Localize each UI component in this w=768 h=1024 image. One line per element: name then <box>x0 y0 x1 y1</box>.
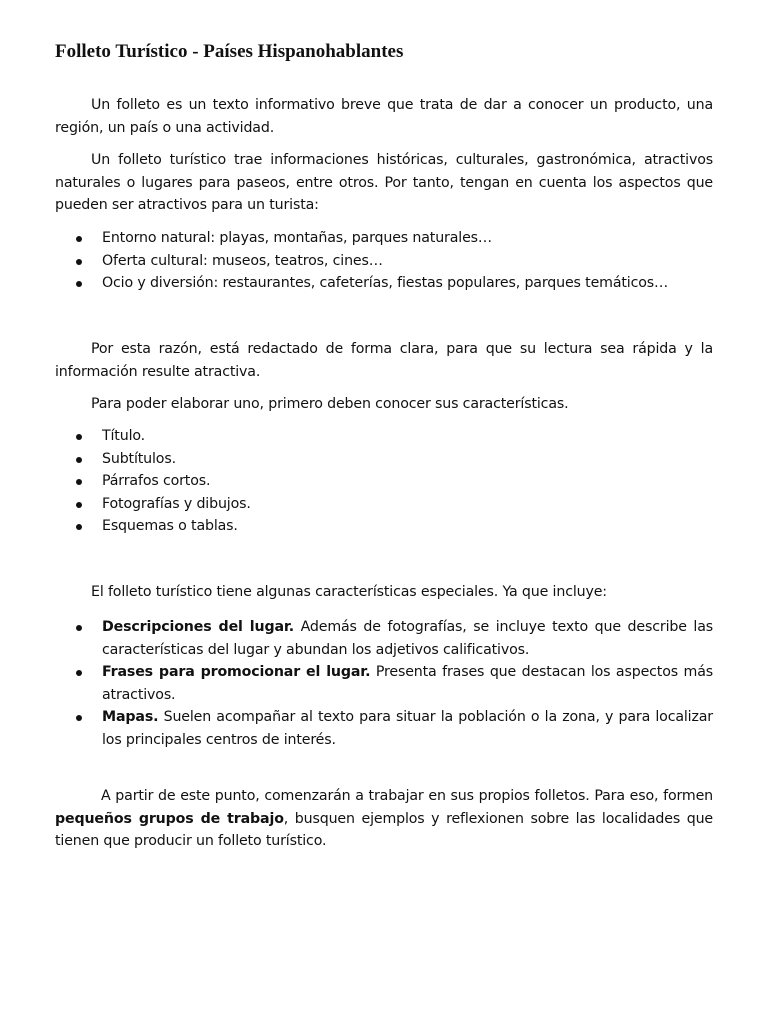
bullet-icon <box>76 259 82 265</box>
bullet-icon <box>76 236 82 242</box>
document-title: Folleto Turístico - Países Hispanohablantes <box>55 41 404 62</box>
list-item-term: Mapas. <box>102 709 159 725</box>
list-item-text: Oferta cultural: museos, teatros, cines… <box>102 252 383 269</box>
list-item-term: Descripciones del lugar. <box>102 619 294 635</box>
bullet-icon <box>76 457 82 463</box>
list-item-text: Ocio y diversión: restaurantes, cafeterías, fiestas populares, parques temáticos… <box>102 275 669 291</box>
list-item-text: Además de fotografías, se incluye texto que describe las características del lugar y abundan los adjetivos calificativos. <box>102 619 713 658</box>
special-intro: El folleto turístico tiene algunas características especiales. Ya que incluye: <box>91 584 607 600</box>
list-item-text: Párrafos cortos. <box>102 473 211 489</box>
bullet-icon <box>76 434 82 440</box>
closing-text-start: A partir de este punto, comenzarán a trabajar en sus propios folletos. Para eso, formen <box>101 788 713 804</box>
closing-text-end: , busquen ejemplos y reflexionen sobre las localidades que tienen que producir un folleto turístico. <box>55 810 714 849</box>
info-paragraph: Un folleto turístico trae informaciones históricas, culturales, gastronómica, atractivos naturales o lugares para paseos, entre otros. Por tanto, tengan en cuenta los aspectos que pueden ser atractivos para un turista: <box>55 152 713 213</box>
closing-bold-phrase: pequeños grupos de trabajo <box>55 810 284 827</box>
reason-paragraph: Por esta razón, está redactado de forma clara, para que su lectura sea rápida y la información resulte atractiva. <box>55 341 713 380</box>
list-item <box>55 227 713 250</box>
list-item <box>55 706 713 751</box>
list-item <box>55 515 713 538</box>
list-item <box>55 616 713 661</box>
list-item <box>55 448 713 471</box>
list-item-text: Suelen acompañar al texto para situar la población o la zona, y para localizar los principales centros de interés. <box>102 709 713 748</box>
list-item-text: Esquemas o tablas. <box>102 518 238 534</box>
list-item-text: Entorno natural: playas, montañas, parques naturales… <box>102 230 492 246</box>
list-item-text: Título. <box>102 428 145 444</box>
bullet-icon <box>76 479 82 485</box>
bullet-icon <box>76 281 82 287</box>
list-item <box>55 661 713 706</box>
bullet-icon <box>76 670 82 676</box>
list-item <box>55 493 713 516</box>
bullet-icon <box>76 524 82 530</box>
list-item-text: Fotografías y dibujos. <box>102 495 251 512</box>
list-item-text: Presenta frases que destacan los aspectos más atractivos. <box>102 664 713 703</box>
closing-paragraph <box>55 785 713 853</box>
list-item-term: Frases para promocionar el lugar. <box>102 664 371 680</box>
characteristics-list <box>55 425 713 538</box>
bullet-icon <box>76 625 82 631</box>
intro-paragraph: Un folleto es un texto informativo breve que trata de dar a conocer un producto, una región, un país o una actividad. <box>55 97 713 136</box>
list-item <box>55 272 713 295</box>
bullet-icon <box>76 715 82 721</box>
characteristics-intro: Para poder elaborar uno, primero deben conocer sus características. <box>91 396 569 412</box>
special-list <box>55 616 713 751</box>
list-item <box>55 425 713 448</box>
list-item-text: Subtítulos. <box>102 450 176 467</box>
aspects-list <box>55 227 713 295</box>
bullet-icon <box>76 502 82 508</box>
list-item <box>55 250 713 273</box>
list-item <box>55 470 713 493</box>
